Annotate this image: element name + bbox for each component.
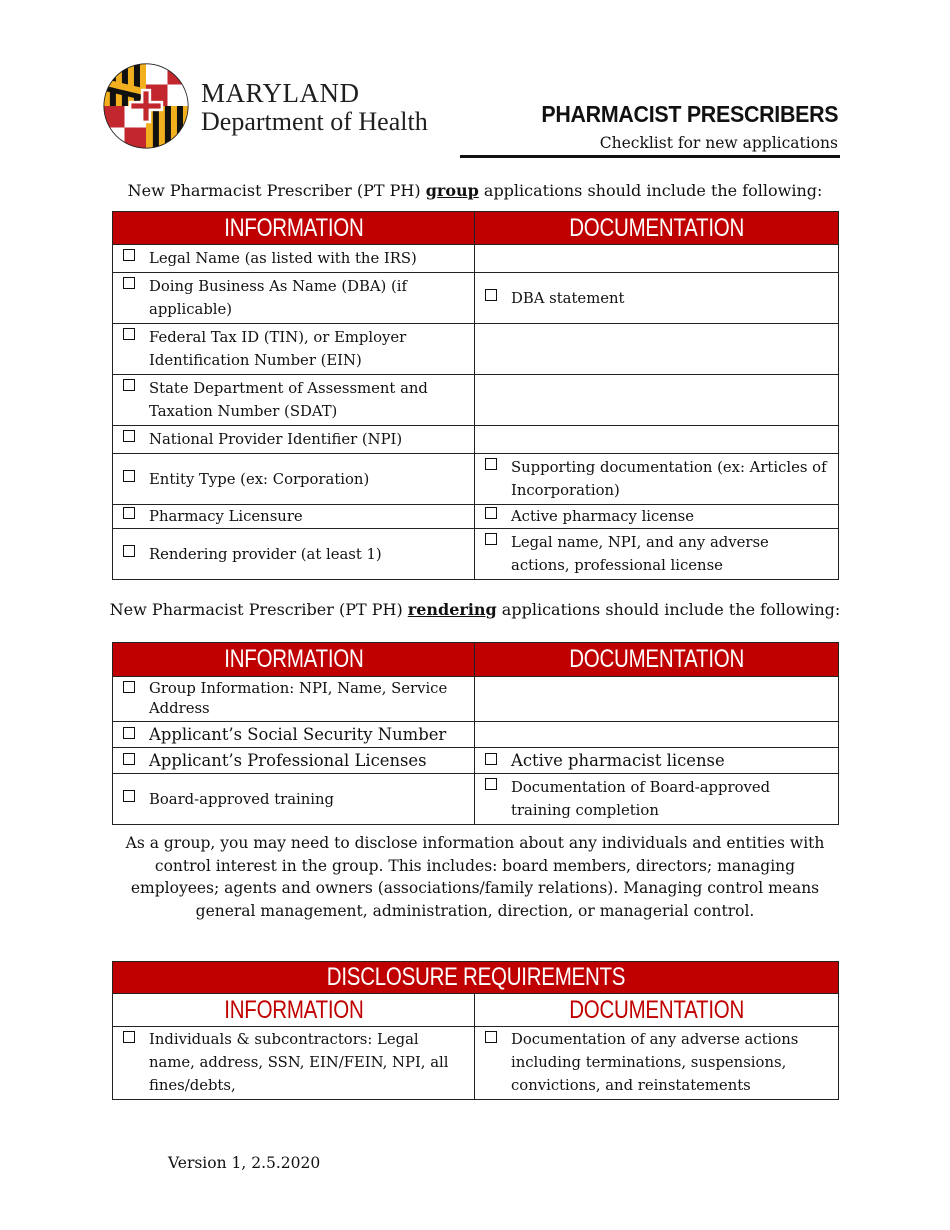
info-text: Board-approved training bbox=[149, 790, 335, 808]
checkbox[interactable] bbox=[123, 328, 135, 340]
table-row bbox=[113, 529, 839, 580]
disclosure-col-information: INFORMATION bbox=[113, 994, 475, 1027]
table-row bbox=[113, 677, 839, 722]
checkbox[interactable] bbox=[123, 753, 135, 765]
checkbox[interactable] bbox=[485, 289, 497, 301]
group-intro bbox=[0, 181, 950, 200]
checkbox[interactable] bbox=[123, 790, 135, 802]
checkbox[interactable] bbox=[123, 430, 135, 442]
checkbox[interactable] bbox=[123, 379, 135, 391]
rendering-col-information: INFORMATION bbox=[113, 643, 475, 677]
doc-cell-empty bbox=[475, 722, 839, 748]
header-divider bbox=[460, 155, 840, 158]
checkbox[interactable] bbox=[485, 753, 497, 765]
checkbox[interactable] bbox=[123, 681, 135, 693]
rendering-col-documentation: DOCUMENTATION bbox=[475, 643, 839, 677]
table-row bbox=[113, 1027, 839, 1100]
doc-text: Active pharmacist license bbox=[511, 751, 725, 770]
doc-text: Documentation of Board-approved training completion bbox=[511, 779, 771, 819]
rendering-intro-emphasis: rendering bbox=[407, 600, 497, 619]
checkbox[interactable] bbox=[123, 507, 135, 519]
checkbox[interactable] bbox=[123, 727, 135, 739]
rendering-intro-after: applications should include the following: bbox=[496, 600, 841, 619]
doc-text: Active pharmacy license bbox=[511, 508, 694, 525]
info-text: Rendering provider (at least 1) bbox=[149, 545, 382, 563]
doc-cell-empty bbox=[475, 324, 839, 375]
info-text: Entity Type (ex: Corporation) bbox=[149, 470, 370, 488]
info-text: Pharmacy Licensure bbox=[149, 508, 303, 525]
checkbox[interactable] bbox=[485, 507, 497, 519]
table-row bbox=[113, 505, 839, 529]
version-footer: Version 1, 2.5.2020 bbox=[168, 1154, 321, 1172]
group-intro-emphasis: group bbox=[425, 181, 479, 200]
disclosure-table-title-row bbox=[113, 962, 839, 994]
doc-cell-empty bbox=[475, 375, 839, 426]
doc-text: Legal name, NPI, and any adverse actions, professional license bbox=[511, 534, 769, 574]
doc-text: Documentation of any adverse actions including terminations, suspensions, convictions, and reinstatements bbox=[511, 1031, 799, 1094]
group-table-header bbox=[113, 212, 839, 245]
doc-cell-empty bbox=[475, 245, 839, 273]
info-text: Group Information: NPI, Name, Service Address bbox=[149, 680, 448, 717]
checkbox[interactable] bbox=[485, 458, 497, 470]
doc-text: Supporting documentation (ex: Articles of Incorporation) bbox=[511, 459, 827, 499]
group-col-information: INFORMATION bbox=[113, 212, 475, 245]
doc-cell-empty bbox=[475, 426, 839, 454]
disclosure-title: DISCLOSURE REQUIREMENTS bbox=[113, 962, 839, 994]
disclosure-paragraph: As a group, you may need to disclose information about any individuals and entities with control interest in the group. This includes: board members, directors; managing employees; agents and owners (associations/family relations). Managing control means general management, administration, direction, or managerial control. bbox=[125, 834, 825, 920]
group-intro-before: New Pharmacist Prescriber (PT PH) bbox=[127, 181, 426, 200]
rendering-checklist-table bbox=[112, 642, 839, 825]
info-text: Doing Business As Name (DBA) (if applicable) bbox=[149, 278, 408, 318]
info-text: State Department of Assessment and Taxation Number (SDAT) bbox=[149, 380, 428, 420]
table-row bbox=[113, 324, 839, 375]
checkbox[interactable] bbox=[123, 249, 135, 261]
doc-text: DBA statement bbox=[511, 289, 625, 307]
table-row bbox=[113, 245, 839, 273]
info-text: Applicant’s Professional Licenses bbox=[149, 751, 427, 770]
checkbox[interactable] bbox=[123, 277, 135, 289]
checkbox[interactable] bbox=[485, 533, 497, 545]
rendering-intro bbox=[0, 600, 950, 619]
rendering-table-header bbox=[113, 643, 839, 677]
org-name-line1: MARYLAND bbox=[201, 78, 360, 108]
checkbox[interactable] bbox=[123, 1031, 135, 1043]
table-row bbox=[113, 454, 839, 505]
rendering-intro-before: New Pharmacist Prescriber (PT PH) bbox=[109, 600, 408, 619]
info-text: Applicant’s Social Security Number bbox=[149, 725, 447, 744]
checkbox[interactable] bbox=[123, 545, 135, 557]
checkbox[interactable] bbox=[123, 470, 135, 482]
disclosure-table-header bbox=[113, 994, 839, 1027]
table-row bbox=[113, 722, 839, 748]
info-text: Legal Name (as listed with the IRS) bbox=[149, 250, 417, 267]
table-row bbox=[113, 273, 839, 324]
document-subtitle: Checklist for new applications bbox=[599, 134, 838, 152]
group-checklist-table bbox=[112, 211, 839, 580]
maryland-flag-logo bbox=[103, 63, 189, 149]
info-text: Individuals & subcontractors: Legal name, address, SSN, EIN/FEIN, NPI, all fines/debts, bbox=[149, 1031, 449, 1094]
doc-cell-empty bbox=[475, 677, 839, 722]
document-title: PHARMACIST PRESCRIBERS bbox=[541, 101, 838, 127]
checkbox[interactable] bbox=[485, 778, 497, 790]
table-row bbox=[113, 748, 839, 774]
org-name-line2: Department of Health bbox=[201, 107, 428, 136]
checkbox[interactable] bbox=[485, 1031, 497, 1043]
table-row bbox=[113, 375, 839, 426]
organization-name bbox=[201, 80, 428, 135]
group-col-documentation: DOCUMENTATION bbox=[475, 212, 839, 245]
table-row bbox=[113, 426, 839, 454]
info-text: National Provider Identifier (NPI) bbox=[149, 431, 403, 448]
disclosure-table bbox=[112, 961, 839, 1100]
disclosure-col-documentation: DOCUMENTATION bbox=[475, 994, 839, 1027]
table-row bbox=[113, 774, 839, 825]
group-intro-after: applications should include the following: bbox=[478, 181, 823, 200]
info-text: Federal Tax ID (TIN), or Employer Identification Number (EIN) bbox=[149, 329, 407, 369]
